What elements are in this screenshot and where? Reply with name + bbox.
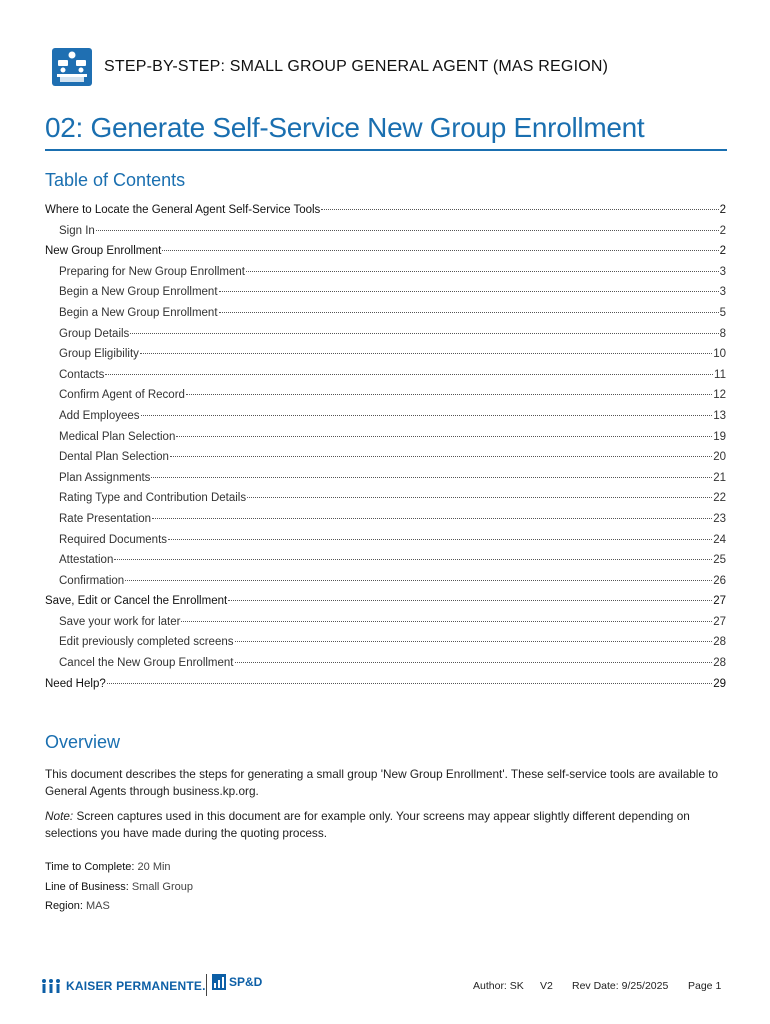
toc-entry-page: 28 [713,636,726,649]
toc-entry-label: Begin a New Group Enrollment [59,306,218,319]
overview-heading: Overview [45,732,121,752]
toc-entry-page: 10 [713,348,726,361]
toc-entry-label: Sign In [59,224,95,237]
header-title: STEP-BY-STEP: SMALL GROUP GENERAL AGENT (MAS REGION) [104,58,609,75]
toc-entry-page: 3 [719,265,726,278]
toc-entry[interactable] [45,657,726,678]
toc-entry-page: 23 [713,512,726,525]
toc-entry[interactable] [45,328,726,349]
toc-entry-label: Rating Type and Contribution Details [59,492,247,505]
toc-entry[interactable] [45,266,726,287]
toc-entry-page: 2 [719,224,726,237]
toc-entry-label: Add Employees [59,409,140,422]
toc-leader-dots [96,230,719,231]
toc-entry-label: Begin a New Group Enrollment [59,286,218,299]
toc-entry-page: 5 [719,306,726,319]
toc-entry[interactable] [45,616,726,637]
footer-version: V2 [540,980,553,992]
overview-note [45,808,735,842]
toc-entry[interactable] [45,678,726,699]
meta-line-of-business [45,878,193,898]
toc-entry[interactable] [45,554,726,575]
toc-leader-dots [162,250,718,251]
toc-entry[interactable] [45,410,726,431]
note-label: Note: [45,809,74,823]
toc-entry-page: 8 [719,327,726,340]
toc-leader-dots [125,580,712,581]
footer-divider [206,974,207,996]
toc-entry[interactable] [45,286,726,307]
title-divider [45,149,727,151]
toc-entry-page: 20 [713,451,726,464]
meta-value: Small Group [128,880,193,893]
toc-entry[interactable] [45,492,726,513]
toc-entry-page: 3 [719,286,726,299]
toc-leader-dots [114,559,712,560]
meta-key: Time to Complete: [45,861,135,873]
meta-key: Region: [45,900,83,912]
document-footer [40,974,730,1000]
document-meta [45,858,193,917]
toc-entry-label: Required Documents [59,533,168,546]
toc-leader-dots [168,539,712,540]
meta-region [45,897,193,917]
table-of-contents [45,204,726,698]
kp-logo-text: KAISER PERMANENTE. [66,979,206,993]
toc-leader-dots [247,497,712,498]
toc-entry-label: Cancel the New Group Enrollment [59,657,234,670]
toc-entry-label: Edit previously completed screens [59,636,234,649]
toc-entry[interactable] [45,307,726,328]
footer-rev-date: Rev Date: 9/25/2025 [572,980,669,992]
note-text: Screen captures used in this document are for example only. Your screens may appear slightly different depending on selections you have made during the quoting process. [45,809,690,840]
toc-leader-dots [107,683,712,684]
toc-entry-page: 2 [719,245,726,258]
toc-entry[interactable] [45,245,726,266]
toc-entry-label: Need Help? [45,677,106,690]
toc-leader-dots [141,415,713,416]
toc-entry[interactable] [45,595,726,616]
toc-entry-label: Medical Plan Selection [59,430,176,443]
toc-entry[interactable] [45,389,726,410]
person-desk-icon [52,48,92,86]
toc-heading: Table of Contents [45,170,186,190]
toc-leader-dots [151,477,712,478]
toc-leader-dots [181,621,712,622]
toc-leader-dots [152,518,712,519]
toc-entry-page: 28 [713,657,726,670]
toc-leader-dots [219,312,719,313]
toc-entry-page: 13 [713,409,726,422]
toc-entry-label: Save, Edit or Cancel the Enrollment [45,595,228,608]
spd-chart-icon [212,974,226,990]
toc-entry[interactable] [45,472,726,493]
toc-entry-label: Attestation [59,554,114,567]
toc-entry-page: 26 [713,574,726,587]
toc-leader-dots [246,271,719,272]
toc-leader-dots [186,394,712,395]
toc-entry-label: Preparing for New Group Enrollment [59,265,245,278]
toc-leader-dots [105,374,713,375]
toc-entry-page: 19 [713,430,726,443]
toc-entry-page: 21 [713,471,726,484]
toc-leader-dots [176,436,712,437]
meta-time [45,858,193,878]
toc-entry[interactable] [45,431,726,452]
toc-entry-page: 2 [719,204,726,216]
meta-key: Line of Business: [45,880,129,893]
toc-entry-page: 29 [713,677,726,690]
spd-logo-text: SP&D [229,975,263,989]
toc-entry-label: Confirmation [59,574,125,587]
document-header [52,48,608,86]
toc-leader-dots [219,291,719,292]
toc-entry[interactable] [45,636,726,657]
toc-entry-page: 27 [713,615,726,628]
footer-author: Author: SK [473,980,524,992]
toc-entry[interactable] [45,348,726,369]
toc-entry-label: Confirm Agent of Record [59,389,185,402]
toc-entry-label: Save your work for later [59,615,181,628]
toc-leader-dots [235,641,713,642]
toc-entry-label: Plan Assignments [59,471,151,484]
toc-entry-label: New Group Enrollment [45,245,162,258]
toc-leader-dots [140,353,712,354]
toc-leader-dots [321,209,718,210]
toc-entry[interactable] [45,575,726,596]
page-title: 02: Generate Self-Service New Group Enrollment [45,112,645,143]
toc-entry-page: 24 [713,533,726,546]
toc-leader-dots [235,662,713,663]
toc-entry-page: 11 [714,368,726,381]
spd-logo [212,974,262,990]
toc-leader-dots [170,456,712,457]
toc-entry-page: 27 [713,595,726,608]
toc-entry[interactable] [45,225,726,246]
toc-leader-dots [130,333,718,334]
toc-entry[interactable] [45,369,726,390]
toc-entry-label: Group Details [59,327,130,340]
toc-entry[interactable] [45,451,726,472]
toc-entry-label: Where to Locate the General Agent Self-Service Tools [45,204,321,216]
toc-entry-label: Rate Presentation [59,512,152,525]
toc-entry[interactable] [45,204,726,225]
toc-entry-page: 22 [713,492,726,505]
toc-entry-label: Group Eligibility [59,348,139,361]
meta-value: 20 Min [134,861,171,873]
kaiser-permanente-logo [40,978,206,994]
overview-paragraph: This document describes the steps for generating a small group 'New Group Enrollment'. These self-service tools are available to General Agents through business.kp.org. [45,767,719,798]
toc-entry-page: 25 [713,554,726,567]
toc-entry-label: Dental Plan Selection [59,451,169,464]
toc-entry[interactable] [45,534,726,555]
toc-entry-page: 12 [713,389,726,402]
toc-entry-label: Contacts [59,368,105,381]
kp-figures-icon [40,978,62,994]
toc-leader-dots [228,600,712,601]
meta-value: MAS [82,900,110,912]
toc-entry[interactable] [45,513,726,534]
footer-page-number: Page 1 [688,980,722,992]
